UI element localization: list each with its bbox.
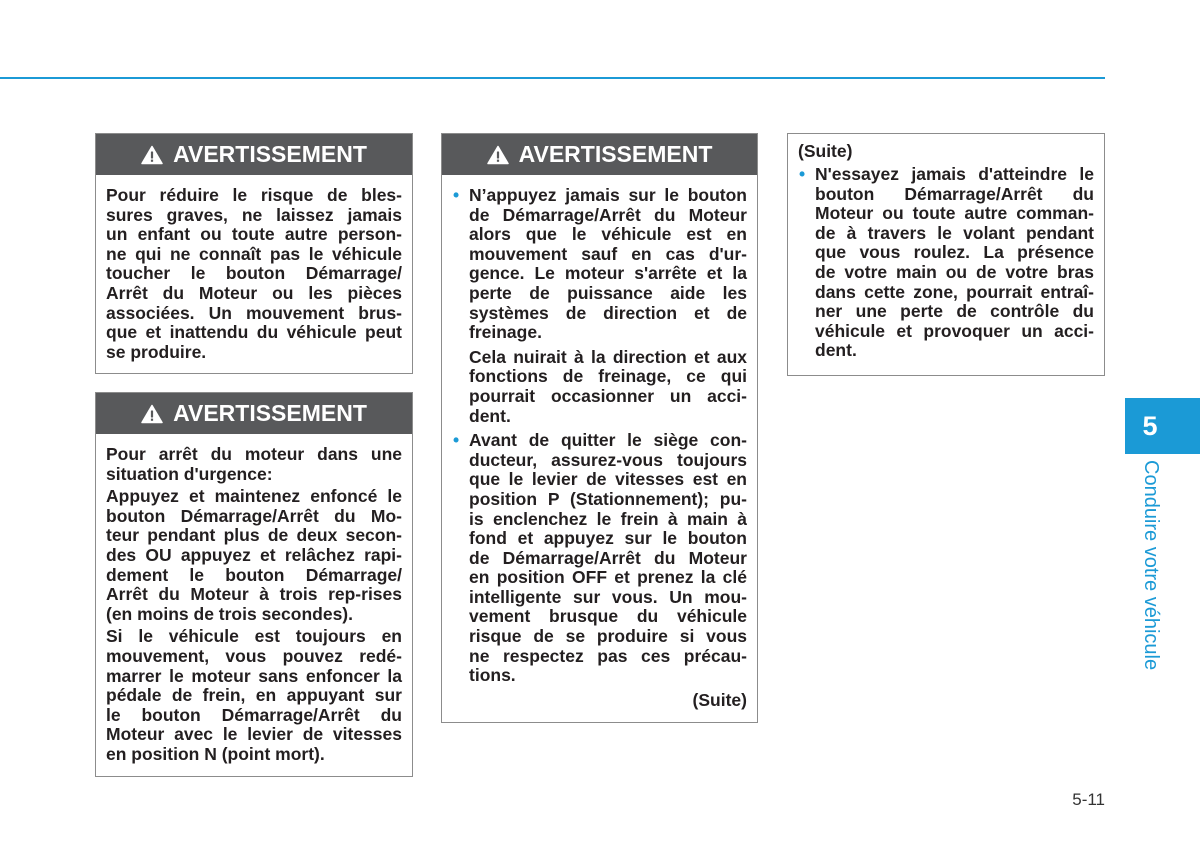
warning-continuation-box xyxy=(787,133,1105,376)
text-line: véhicule et provoquer un acci- xyxy=(815,320,1094,341)
text-line: que et inattendu du véhicule peut xyxy=(106,322,402,343)
text-line: pédale de frein, en appuyant sur xyxy=(106,685,402,706)
text-line: ner une perte de contrôle du xyxy=(815,301,1094,322)
text-line: pourrait occasionner un acci- xyxy=(469,385,747,406)
page-number: 5-11 xyxy=(1072,790,1105,809)
text-line: fonctions de freinage, ce qui xyxy=(469,366,747,387)
chapter-tab xyxy=(1125,398,1200,454)
text-line: alors que le véhicule est en xyxy=(469,224,747,245)
warning-box xyxy=(95,133,413,374)
warning-triangle-icon xyxy=(141,404,163,424)
text-line: de votre main ou de votre bras xyxy=(815,262,1094,283)
text-line: position P (Stationnement); pu- xyxy=(469,488,747,509)
paragraph xyxy=(106,627,402,764)
continued-label: (Suite) xyxy=(692,689,747,710)
text-line: risque de se produire si vous xyxy=(469,626,747,647)
text-line: dent. xyxy=(469,405,511,426)
warning-title: AVERTISSEMENT xyxy=(173,141,367,167)
warning-body xyxy=(788,134,1104,375)
text-line: que le levier de vitesses est en xyxy=(469,469,747,490)
text-line: tions. xyxy=(469,665,516,686)
text-line: situation d'urgence: xyxy=(106,463,273,484)
text-line: systèmes de direction et de xyxy=(469,302,747,323)
warning-body xyxy=(96,175,412,373)
text-line: en position OFF et prenez la clé xyxy=(469,567,747,588)
warning-box xyxy=(95,392,413,777)
text-line: perte de puissance aide les xyxy=(469,282,747,303)
text-line: fond et appuyez sur le bouton xyxy=(469,528,747,549)
text-line: Arrêt du Moteur ou les pièces xyxy=(106,282,402,303)
text-line: is enclenchez le frein à main à xyxy=(469,508,747,529)
text-line: Moteur ou toute autre comman- xyxy=(815,203,1094,224)
bullet-item xyxy=(798,165,1094,361)
warning-body xyxy=(96,434,412,776)
chapter-title: Conduire votre véhicule xyxy=(1140,460,1162,671)
warning-triangle-icon xyxy=(487,145,509,165)
warning-box xyxy=(441,133,758,723)
text-line: Si le véhicule est toujours en xyxy=(106,626,402,647)
text-line: dent. xyxy=(815,340,857,361)
paragraph xyxy=(106,445,402,484)
text-line: en position N (point mort). xyxy=(106,743,325,764)
bullet-item xyxy=(452,186,747,343)
text-line: marrer le moteur sans enfoncer la xyxy=(106,665,402,686)
warning-body xyxy=(442,175,757,722)
text-line: associées. Un mouvement brus- xyxy=(106,302,402,323)
text-line: un enfant ou toute autre person- xyxy=(106,224,402,245)
header-rule xyxy=(0,77,1105,79)
text-line: le bouton Démarrage/Arrêt du xyxy=(106,704,402,725)
text-line: gence. Le moteur s'arrête et la xyxy=(469,263,747,284)
text-line: toucher le bouton Démarrage/ xyxy=(106,263,402,284)
text-line: mouvement sauf en cas d'ur- xyxy=(469,243,747,264)
text-line: de Démarrage/Arrêt du Moteur xyxy=(469,547,747,568)
text-line: Pour arrêt du moteur dans une xyxy=(106,444,402,464)
warning-triangle-icon xyxy=(141,145,163,165)
warning-header xyxy=(96,393,412,434)
text-line: Cela nuirait à la direction et aux xyxy=(469,346,747,367)
warning-header xyxy=(96,134,412,175)
text-line: mouvement, vous pouvez redé- xyxy=(106,645,402,666)
bullet-item xyxy=(452,431,747,686)
text-line: ne respectez pas ces précau- xyxy=(469,645,747,666)
text-line: teur pendant plus de deux secon- xyxy=(106,525,402,546)
bullet-marker: • xyxy=(453,185,460,205)
warning-title: AVERTISSEMENT xyxy=(518,141,713,167)
text-line: de Démarrage/Arrêt du Moteur xyxy=(469,204,747,225)
chapter-number: 5 xyxy=(1142,411,1158,441)
text-line: se produire. xyxy=(106,341,207,362)
text-line: ducteur, assurez-vous toujours xyxy=(469,449,747,470)
warning-header xyxy=(442,134,757,175)
text-line: ne qui ne connaît pas le véhicule xyxy=(106,243,402,264)
bullet-marker: • xyxy=(453,430,460,451)
text-line: Appuyez et maintenez enfoncé le xyxy=(106,486,402,507)
text-line: bouton Démarrage/Arrêt du xyxy=(815,183,1094,204)
text-line: bouton Démarrage/Arrêt du Mo- xyxy=(106,505,402,526)
text-line: de à travers le volant pendant xyxy=(815,222,1094,243)
text-line: des OU appuyez et relâchez rapi- xyxy=(106,544,402,565)
text-line: freinage. xyxy=(469,322,542,343)
continued-from-label: (Suite) xyxy=(798,141,853,161)
text-line: N'essayez jamais d'atteindre le xyxy=(815,164,1094,185)
bullet-marker: • xyxy=(799,164,806,185)
text-line: Moteur avec le levier de vitesses xyxy=(106,724,402,745)
paragraph xyxy=(452,348,747,426)
warning-title: AVERTISSEMENT xyxy=(173,400,367,426)
text-line: (en moins de trois secondes). xyxy=(106,603,353,624)
text-line: que vous roulez. La présence xyxy=(815,242,1094,263)
text-line: dans cette zone, pourrait entraî- xyxy=(815,281,1094,302)
text-line: Arrêt du Moteur à trois rep-rises xyxy=(106,584,402,605)
paragraph xyxy=(106,487,402,624)
text-line: dement le bouton Démarrage/ xyxy=(106,564,402,585)
text-line: vement brusque du véhicule xyxy=(469,606,747,627)
text-line: sures graves, ne laissez jamais xyxy=(106,204,402,225)
paragraph xyxy=(106,186,402,362)
text-line: Pour réduire le risque de bles- xyxy=(106,185,402,205)
text-line: N’appuyez jamais sur le bouton xyxy=(469,185,747,205)
text-line: intelligente sur vous. Un mou- xyxy=(469,586,747,607)
text-line: Avant de quitter le siège con- xyxy=(469,430,747,451)
